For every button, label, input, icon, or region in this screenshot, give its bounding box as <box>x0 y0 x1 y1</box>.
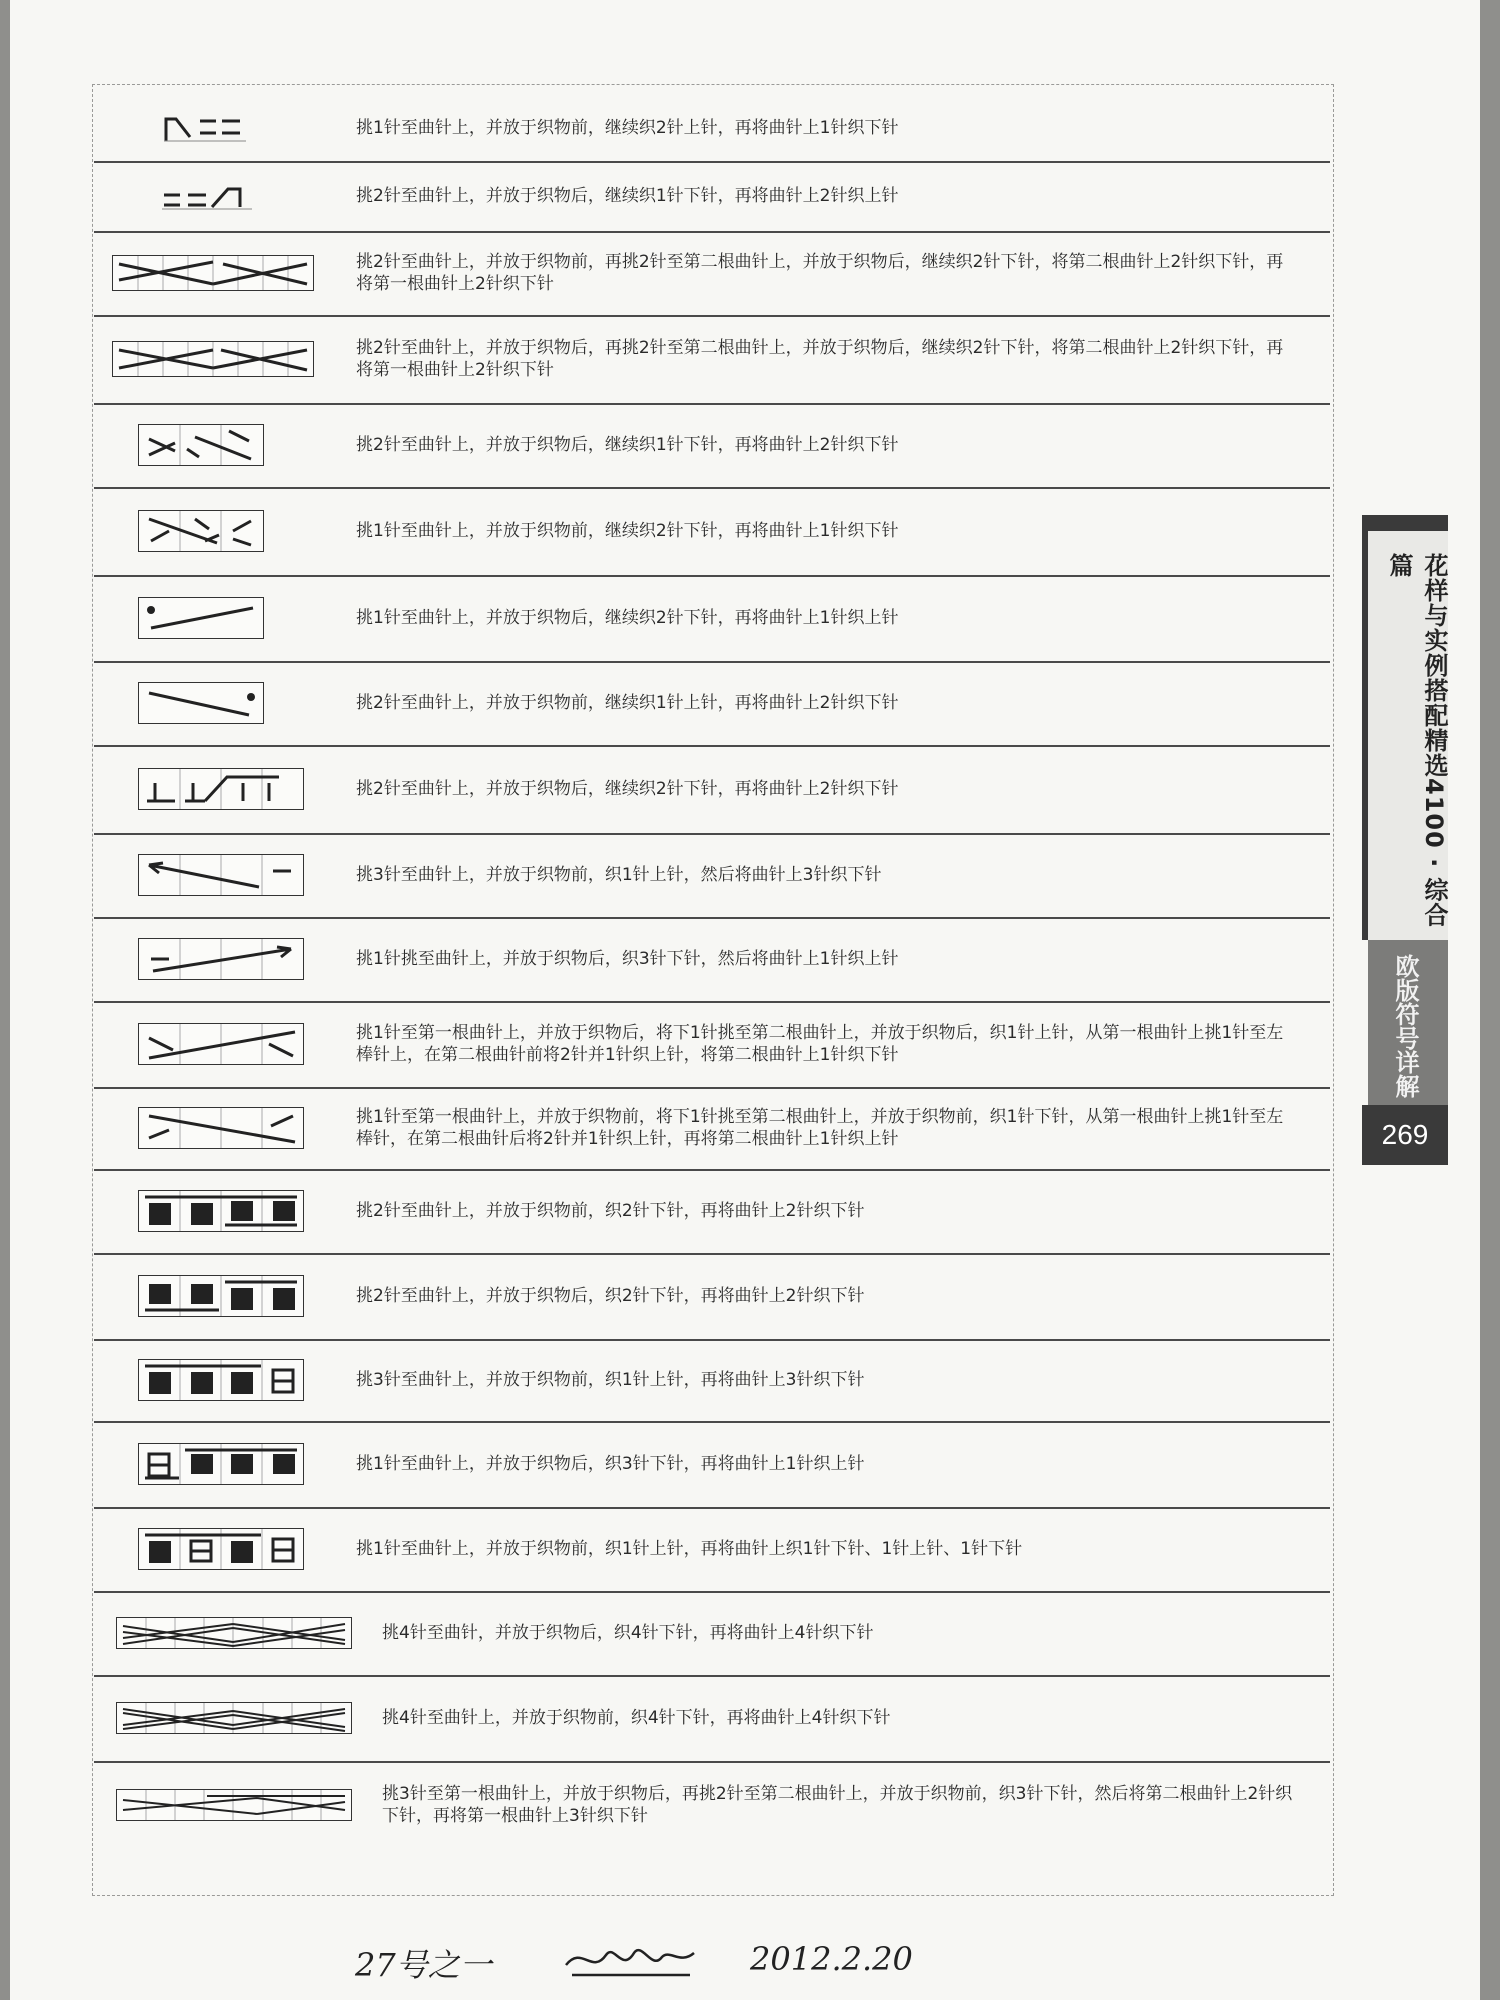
symbol-description: 挑3针至曲针上，并放于织物前，织1针上针，然后将曲针上3针织下针 <box>356 865 882 885</box>
cable-symbol-icon <box>138 854 304 896</box>
symbol-description: 挑1针至曲针上，并放于织物后，继续织2针下针，再将曲针上1针织上针 <box>356 608 899 628</box>
symbol-description: 挑2针至曲针上，并放于织物前，再挑2针至第二根曲针上，并放于织物后，继续织2针下针，将第二根曲针上2针织下针，再将第一根曲针上2针织下针 <box>356 252 1284 294</box>
cable-symbol-icon <box>138 1275 304 1317</box>
cable-symbol-icon <box>160 111 250 145</box>
symbol-row <box>94 161 1330 233</box>
symbol-row <box>94 745 1330 835</box>
symbol-row <box>94 1169 1330 1255</box>
cable-symbol-icon <box>138 597 264 639</box>
symbol-row <box>94 833 1330 919</box>
cable-symbol-icon <box>138 682 264 724</box>
cable-symbol-icon <box>138 1359 304 1401</box>
cable-symbol-icon <box>138 424 264 466</box>
cable-symbol-icon <box>138 1528 304 1570</box>
symbol-row <box>94 95 1330 163</box>
symbol-row <box>94 487 1330 577</box>
symbol-description: 挑2针至曲针上，并放于织物后，织2针下针，再将曲针上2针织下针 <box>356 1286 865 1306</box>
cable-symbol-icon <box>138 768 304 810</box>
cable-symbol-icon <box>160 179 256 213</box>
cable-symbol-icon <box>112 255 314 291</box>
symbol-description: 挑2针至曲针上，并放于织物后，继续织2针下针，再将曲针上2针织下针 <box>356 779 899 799</box>
symbol-description: 挑1针挑至曲针上，并放于织物后，织3针下针，然后将曲针上1针织上针 <box>356 949 899 969</box>
cable-symbol-icon <box>138 938 304 980</box>
cable-symbol-icon <box>116 1702 352 1734</box>
symbol-description: 挑1针至曲针上，并放于织物前，织1针上针，再将曲针上织1针下针、1针上针、1针下针 <box>356 1539 1023 1559</box>
section-title: 欧版符号详解 <box>1391 954 1419 1098</box>
symbol-description: 挑2针至曲针上，并放于织物后，继续织1针下针，再将曲针上2针织下针 <box>356 435 899 455</box>
symbol-row <box>94 1675 1330 1763</box>
symbol-row <box>94 661 1330 747</box>
symbol-description: 挑1针至第一根曲针上，并放于织物前，将下1针挑至第二根曲针上，并放于织物前，织1针下针，从第一根曲针上挑1针至左棒针，在第二根曲针后将2针并1针织上针，再将第二根曲针上1针织上针 <box>356 1107 1284 1149</box>
cable-symbol-icon <box>138 1023 304 1065</box>
symbol-description: 挑2针至曲针上，并放于织物后，继续织1针下针，再将曲针上2针织上针 <box>356 186 899 206</box>
symbol-description: 挑4针至曲针上，并放于织物前，织4针下针，再将曲针上4针织下针 <box>382 1708 891 1728</box>
symbol-row <box>94 917 1330 1003</box>
symbol-description: 挑2针至曲针上，并放于织物前，继续织1针上针，再将曲针上2针织下针 <box>356 693 899 713</box>
book-title-tab <box>1362 515 1448 940</box>
cable-symbol-icon <box>138 1107 304 1149</box>
book-page <box>10 0 1480 2000</box>
symbol-description: 挑2针至曲针上，并放于织物前，织2针下针，再将曲针上2针织下针 <box>356 1201 865 1221</box>
handwritten-signature <box>562 1935 702 1989</box>
cable-symbol-icon <box>116 1789 352 1821</box>
section-tab <box>1368 940 1448 1105</box>
symbol-description: 挑1针至曲针上，并放于织物前，继续织2针上针，再将曲针上1针织下针 <box>356 118 899 138</box>
symbol-description: 挑3针至曲针上，并放于织物前，织1针上针，再将曲针上3针织下针 <box>356 1370 865 1390</box>
symbol-row <box>94 1591 1330 1677</box>
symbol-row <box>94 575 1330 663</box>
symbol-row <box>94 1761 1330 1849</box>
cable-symbol-icon <box>138 1190 304 1232</box>
cable-symbol-icon <box>112 341 314 377</box>
symbol-row <box>94 1507 1330 1593</box>
page-number: 269 <box>1362 1105 1448 1165</box>
cable-symbol-icon <box>138 510 264 552</box>
symbol-row <box>94 1253 1330 1341</box>
symbol-description: 挑1针至曲针上，并放于织物前，继续织2针下针，再将曲针上1针织下针 <box>356 521 899 541</box>
cable-symbol-icon <box>138 1443 304 1485</box>
symbol-row <box>94 1087 1330 1171</box>
symbol-row <box>94 231 1330 317</box>
handwritten-date: 2012.2.20 <box>750 1940 913 1978</box>
symbol-description: 挑2针至曲针上，并放于织物后，再挑2针至第二根曲针上，并放于织物后，继续织2针下针，将第二根曲针上2针织下针，再将第一根曲针上2针织下针 <box>356 338 1284 380</box>
side-tab <box>1362 515 1448 1165</box>
handwritten-note: 27号之一 <box>355 1946 492 1984</box>
symbol-row <box>94 1421 1330 1509</box>
cable-symbol-icon <box>116 1617 352 1649</box>
symbol-row <box>94 403 1330 489</box>
book-title: 花样与实例搭配精选4100 · 综合篇 <box>1385 553 1448 928</box>
symbol-row <box>94 315 1330 405</box>
symbol-description: 挑3针至第一根曲针上，并放于织物后，再挑2针至第二根曲针上，并放于织物前，织3针下针，然后将第二根曲针上2针织下针，再将第一根曲针上3针织下针 <box>382 1784 1293 1826</box>
symbol-row <box>94 1001 1330 1089</box>
symbol-description: 挑1针至第一根曲针上，并放于织物后，将下1针挑至第二根曲针上，并放于织物后，织1针上针，从第一根曲针上挑1针至左棒针上，在第二根曲针前将2针并1针织上针，将第二根曲针上1针织下针 <box>356 1023 1284 1065</box>
symbol-row <box>94 1339 1330 1423</box>
symbol-description: 挑4针至曲针，并放于织物后，织4针下针，再将曲针上4针织下针 <box>382 1623 874 1643</box>
symbol-description: 挑1针至曲针上，并放于织物后，织3针下针，再将曲针上1针织上针 <box>356 1454 865 1474</box>
